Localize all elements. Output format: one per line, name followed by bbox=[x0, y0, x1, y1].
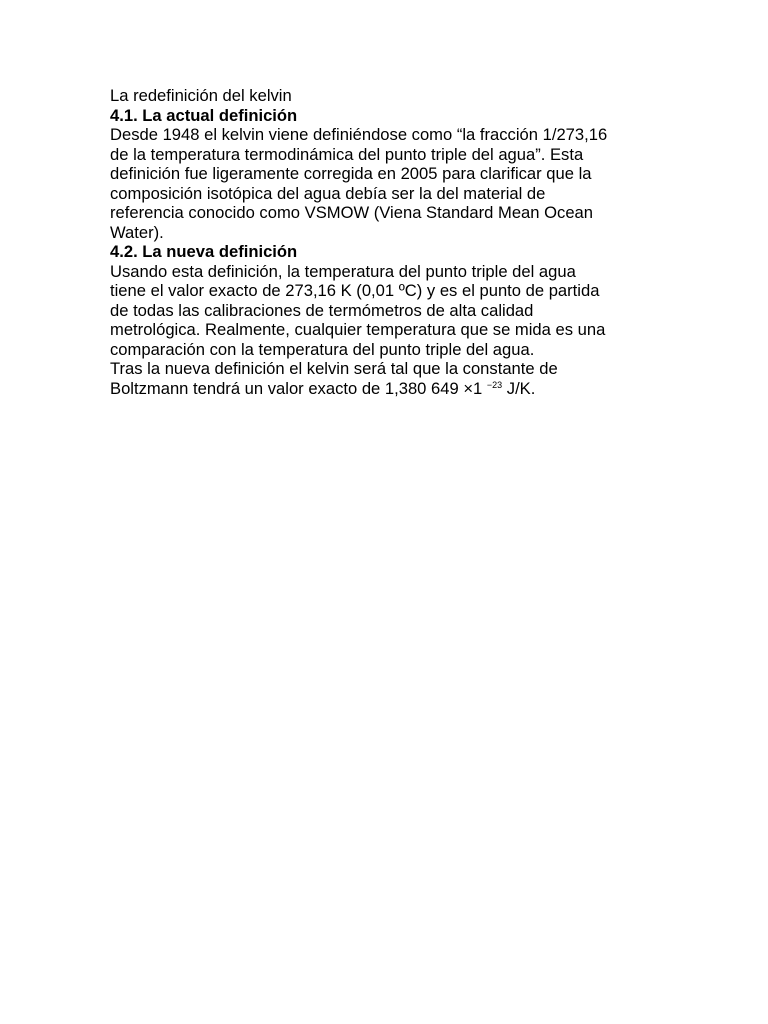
paragraph-line: metrológica. Realmente, cualquier temperatura que se mida es una bbox=[110, 320, 606, 339]
paragraph-line: Tras la nueva definición el kelvin será tal que la constante de bbox=[110, 359, 558, 378]
exponent-superscript: −23 bbox=[486, 379, 503, 390]
unit-text: J/K. bbox=[506, 378, 536, 398]
paragraph-line-boltzmann bbox=[110, 379, 658, 399]
paragraph-line: Usando esta definición, la temperatura del punto triple del agua bbox=[110, 261, 576, 281]
paragraph-line: de la temperatura termodinámica del punto triple del agua”. Esta bbox=[110, 144, 584, 164]
paragraph-line: definición fue ligeramente corregida en 2005 para clarificar que la bbox=[110, 164, 592, 183]
section-heading-actual: 4.1. La actual definición bbox=[110, 105, 298, 125]
document-title: La redefinición del kelvin bbox=[110, 86, 292, 105]
paragraph-line: de todas las calibraciones de termómetros de alta calidad bbox=[110, 300, 534, 320]
section-heading-nueva: 4.2. La nueva definición bbox=[110, 242, 298, 261]
paragraph-line: Water). bbox=[110, 222, 164, 242]
paragraph-line: tiene el valor exacto de 273,16 K (0,01 ºC) y es el punto de partida bbox=[110, 281, 600, 300]
paragraph-line: Desde 1948 el kelvin viene definiéndose como “la fracción 1/273,16 bbox=[110, 125, 608, 144]
paragraph-line: referencia conocido como VSMOW (Viena Standard Mean Ocean bbox=[110, 203, 594, 222]
paragraph-line: composición isotópica del agua debía ser la del material de bbox=[110, 183, 546, 203]
document-body bbox=[110, 86, 658, 398]
boltzmann-text: Boltzmann tendrá un valor exacto de 1,380 649 ×1 bbox=[110, 378, 483, 398]
paragraph-line: comparación con la temperatura del punto triple del agua. bbox=[110, 339, 535, 359]
